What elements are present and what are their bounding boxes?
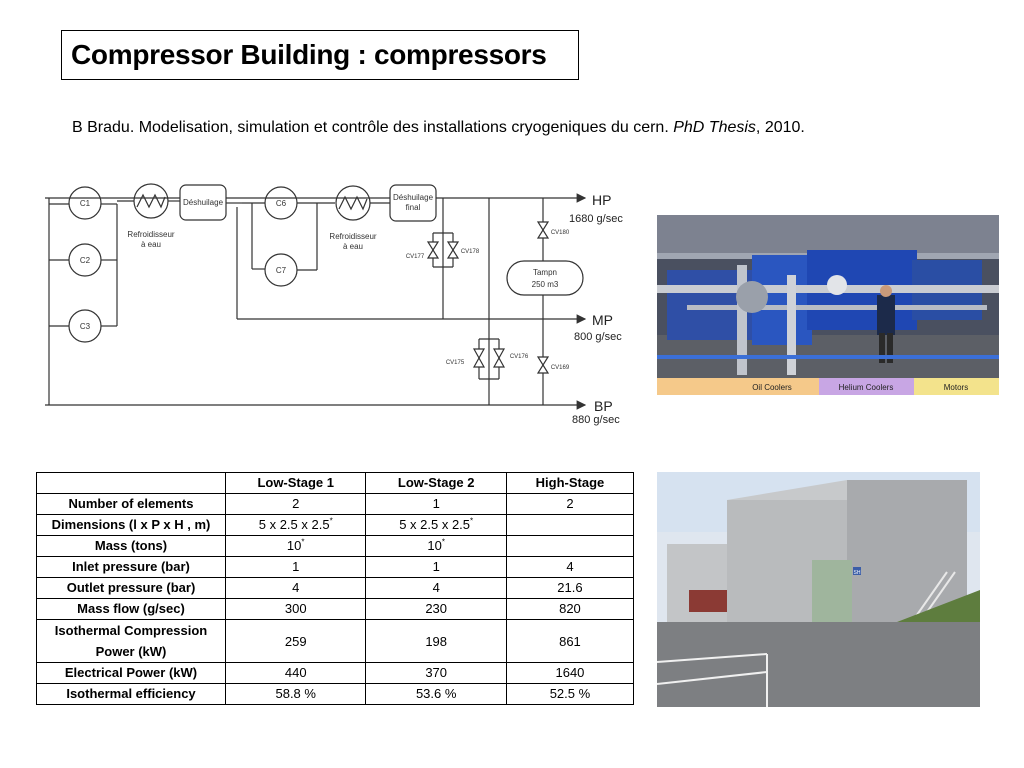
building-sign: SH	[853, 570, 861, 576]
compressor-c1	[69, 187, 101, 219]
svg-text:CV169: CV169	[550, 365, 570, 371]
table-row	[37, 515, 634, 536]
motors-label: Motors	[943, 383, 969, 392]
table-cell: 52.5 %	[506, 684, 633, 705]
table-row	[37, 494, 634, 515]
helium-coolers-label: Helium Coolers	[838, 383, 894, 392]
table-header-row	[37, 473, 634, 494]
process-diagram	[37, 167, 633, 429]
footnote-mark: *	[470, 516, 474, 526]
bp-flow: 880 g/sec	[572, 414, 620, 426]
table-cell: 1	[226, 557, 366, 578]
svg-text:250 m3: 250 m3	[531, 280, 559, 289]
cooler-1	[127, 184, 174, 249]
svg-text:à eau: à eau	[342, 242, 364, 251]
table-cell: 10*	[226, 536, 366, 557]
svg-text:C1: C1	[79, 199, 91, 208]
citation	[72, 119, 805, 137]
table-cell: 1	[366, 557, 506, 578]
svg-text:C6: C6	[275, 199, 287, 208]
bp-label: BP	[594, 398, 613, 414]
table-header-cell: High-Stage	[506, 473, 633, 494]
title-box	[61, 30, 579, 80]
table-cell: 2	[226, 494, 366, 515]
separator-2	[390, 185, 436, 221]
svg-text:CV175: CV175	[445, 360, 465, 366]
table-cell: 5 x 2.5 x 2.5*	[226, 515, 366, 536]
separator-1	[180, 185, 226, 220]
specs-table	[36, 472, 634, 705]
compressor-c2	[69, 244, 101, 276]
svg-text:final: final	[405, 203, 421, 212]
table-row	[37, 557, 634, 578]
table-cell	[506, 515, 633, 536]
hp-label: HP	[592, 192, 612, 208]
table-cell: 4	[366, 578, 506, 599]
table-cell: 198	[366, 620, 506, 663]
compressor-hall-photo	[657, 215, 999, 395]
table-header-cell	[37, 473, 226, 494]
svg-text:C7: C7	[275, 266, 287, 275]
svg-text:à eau: à eau	[140, 240, 162, 249]
row-label: Electrical Power (kW)	[37, 663, 226, 684]
oil-coolers-bar	[657, 378, 819, 395]
building-photo	[657, 472, 980, 707]
svg-text:Tampn: Tampn	[532, 268, 558, 277]
hp-flow: 1680 g/sec	[569, 213, 623, 225]
svg-text:CV177: CV177	[405, 254, 425, 260]
table-row	[37, 599, 634, 620]
table-cell: 4	[226, 578, 366, 599]
table-cell: 230	[366, 599, 506, 620]
row-label: Mass flow (g/sec)	[37, 599, 226, 620]
table-cell: 440	[226, 663, 366, 684]
table-cell: 21.6	[506, 578, 633, 599]
svg-text:Refroidisseur: Refroidisseur	[329, 232, 377, 241]
table-row	[37, 578, 634, 599]
table-cell	[506, 536, 633, 557]
cooler-2	[329, 186, 376, 251]
compressor-c3	[69, 310, 101, 342]
svg-text:Refroidisseur: Refroidisseur	[127, 230, 175, 239]
table-cell: 5 x 2.5 x 2.5*	[366, 515, 506, 536]
table-cell: 53.6 %	[366, 684, 506, 705]
citation-main: B Bradu. Modelisation, simulation et contrôle des installations cryogeniques du cern.	[72, 119, 674, 136]
table-cell: 1640	[506, 663, 633, 684]
footnote-mark: *	[441, 537, 445, 547]
svg-text:Déshuilage: Déshuilage	[182, 198, 224, 207]
row-label: Outlet pressure (bar)	[37, 578, 226, 599]
table-cell: 259	[226, 620, 366, 663]
table-cell: 1	[366, 494, 506, 515]
svg-text:C3: C3	[79, 322, 91, 331]
table-row	[37, 536, 634, 557]
compressor-c6	[265, 187, 297, 219]
table-row	[37, 663, 634, 684]
table-cell: 4	[506, 557, 633, 578]
row-label: Inlet pressure (bar)	[37, 557, 226, 578]
table-header-cell: Low-Stage 1	[226, 473, 366, 494]
valve-cv180	[538, 222, 570, 238]
svg-text:CV178: CV178	[460, 249, 480, 255]
svg-text:CV176: CV176	[509, 354, 529, 360]
footnote-mark: *	[301, 537, 305, 547]
table-cell: 2	[506, 494, 633, 515]
valve-cv177	[406, 242, 438, 260]
svg-text:CV180: CV180	[550, 230, 570, 236]
valve-cv178	[448, 242, 480, 258]
compressor-c7	[265, 254, 297, 286]
table-cell: 10*	[366, 536, 506, 557]
citation-italic: PhD Thesis	[673, 119, 756, 136]
table-cell: 861	[506, 620, 633, 663]
table-cell: 58.8 %	[226, 684, 366, 705]
oil-coolers-label: Oil Coolers	[752, 383, 792, 392]
mp-flow: 800 g/sec	[574, 331, 622, 343]
svg-text:Déshuilage: Déshuilage	[392, 193, 434, 202]
row-label: Isothermal Compression Power (kW)	[37, 620, 226, 663]
svg-text:C2: C2	[79, 256, 91, 265]
mp-label: MP	[592, 312, 613, 328]
valve-cv176	[494, 349, 529, 367]
table-row	[37, 620, 634, 663]
table-cell: 300	[226, 599, 366, 620]
citation-tail: , 2010.	[755, 119, 805, 136]
footnote-mark: *	[329, 516, 333, 526]
valve-cv175	[446, 349, 484, 367]
table-cell: 370	[366, 663, 506, 684]
page-title: Compressor Building : compressors	[71, 39, 547, 70]
row-label: Mass (tons)	[37, 536, 226, 557]
row-label: Number of elements	[37, 494, 226, 515]
table-cell: 820	[506, 599, 633, 620]
table-header-cell: Low-Stage 2	[366, 473, 506, 494]
buffer-tank	[507, 261, 583, 295]
table-row	[37, 684, 634, 705]
row-label: Isothermal efficiency	[37, 684, 226, 705]
row-label: Dimensions (l x P x H , m)	[37, 515, 226, 536]
valve-cv169	[538, 357, 570, 373]
